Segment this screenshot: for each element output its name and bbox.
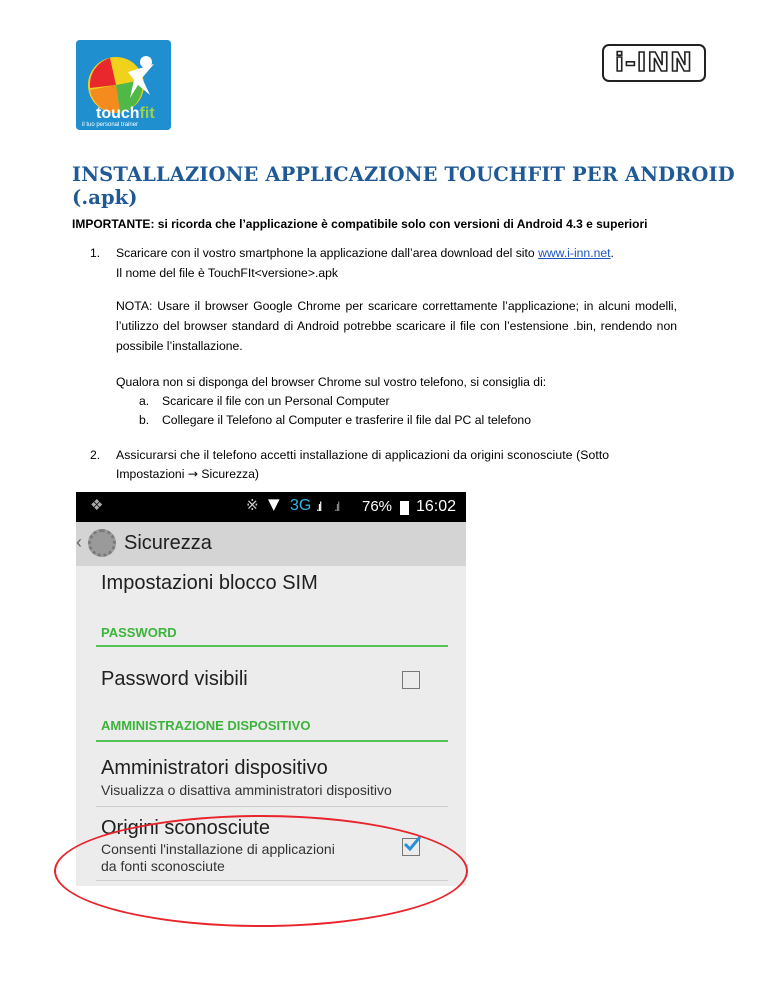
arrow-icon: →: [187, 467, 199, 481]
screen-title: Sicurezza: [124, 532, 212, 554]
network-type: 3G: [290, 497, 312, 514]
step2-text: Assicurarsi che il telefono accetti installazione di applicazioni da origini sconosciute (Sotto: [116, 448, 610, 462]
iinn-logo-text: i-INN: [602, 44, 706, 82]
page-title: INSTALLAZIONE APPLICAZIONE TOUCHFIT PER ANDROID (.apk): [72, 163, 735, 209]
bluetooth-icon: ※: [246, 496, 259, 514]
highlight-ellipse: [54, 815, 468, 927]
battery-icon: [400, 501, 409, 515]
signal-off-icon: .ıl: [334, 499, 339, 514]
sub-b-text: Collegare il Telefono al Computer e trasferire il file dal PC al telefono: [162, 413, 531, 427]
amministratori-subtitle: Visualizza o disattiva amministratori dispositivo: [101, 782, 392, 798]
touchfit-logo: [76, 40, 171, 130]
touchfit-brand: touch: [96, 105, 140, 122]
sub-a-text: Scaricare il file con un Personal Computer: [162, 394, 390, 408]
step2-line2: [116, 464, 259, 484]
important-note: IMPORTANTE: si ricorda che l’applicazione è compatibile solo con versioni di Android 4.3 e superiori: [72, 217, 648, 231]
section-divider: [96, 645, 448, 647]
step2-sicurezza: Sicurezza): [201, 467, 259, 481]
sub-b-letter: b.: [139, 413, 150, 427]
back-chevron-icon[interactable]: ‹: [76, 532, 82, 552]
menu-item-password-visibili[interactable]: Password visibili: [101, 668, 248, 690]
step1-filename: Il nome del file è TouchFIt<versione>.apk: [116, 266, 338, 280]
touchfit-brand-fit: fit: [139, 105, 155, 122]
step2-number: 2.: [90, 448, 101, 462]
download-site-link[interactable]: www.i-inn.net: [538, 246, 611, 260]
action-bar[interactable]: [76, 522, 466, 566]
step1-line1: [116, 243, 676, 263]
menu-item-blocco-sim[interactable]: Impostazioni blocco SIM: [101, 572, 318, 594]
section-divider: [96, 740, 448, 742]
section-password: PASSWORD: [101, 625, 177, 640]
origini-subtitle-2: da fonti sconosciute: [101, 858, 225, 874]
dropbox-icon: ❖: [90, 497, 104, 514]
menu-item-origini-sconosciute[interactable]: Origini sconosciute: [101, 817, 270, 839]
origini-subtitle-1: Consenti l'installazione di applicazioni: [101, 841, 335, 857]
step2-impostazioni: Impostazioni: [116, 467, 185, 481]
step1-text: Scaricare con il vostro smartphone la applicazione dall’area download del sito: [116, 246, 539, 260]
step1-period: .: [610, 246, 614, 260]
step1-qualora: Qualora non si disponga del browser Chrome sul vostro telefono, si consiglia di:: [116, 375, 547, 389]
clock: 16:02: [416, 498, 457, 515]
password-visibili-checkbox[interactable]: [402, 671, 420, 689]
step1-nota: NOTA: Usare il browser Google Chrome per scaricare correttamente l’applicazione; in alcuni modelli, l’utilizzo del browser standard di Android potrebbe scaricare il file con l’estensione .bin, rendendo non possibile l’installazione.: [116, 299, 677, 353]
section-amministrazione: AMMINISTRAZIONE DISPOSITIVO: [101, 718, 311, 733]
touchfit-tagline: il tuo personal trainer: [82, 122, 139, 128]
sub-a-letter: a.: [139, 394, 150, 408]
status-bar: [76, 492, 466, 522]
signal-icon: .ıl: [316, 499, 321, 514]
settings-gear-icon: [88, 529, 116, 557]
step1-number: 1.: [90, 246, 101, 260]
menu-item-amministratori[interactable]: Amministratori dispositivo: [101, 757, 328, 779]
iinn-logo: [602, 44, 706, 80]
item-divider: [96, 806, 448, 807]
battery-percent: 76%: [362, 498, 393, 515]
wifi-icon: ▼: [268, 495, 280, 513]
